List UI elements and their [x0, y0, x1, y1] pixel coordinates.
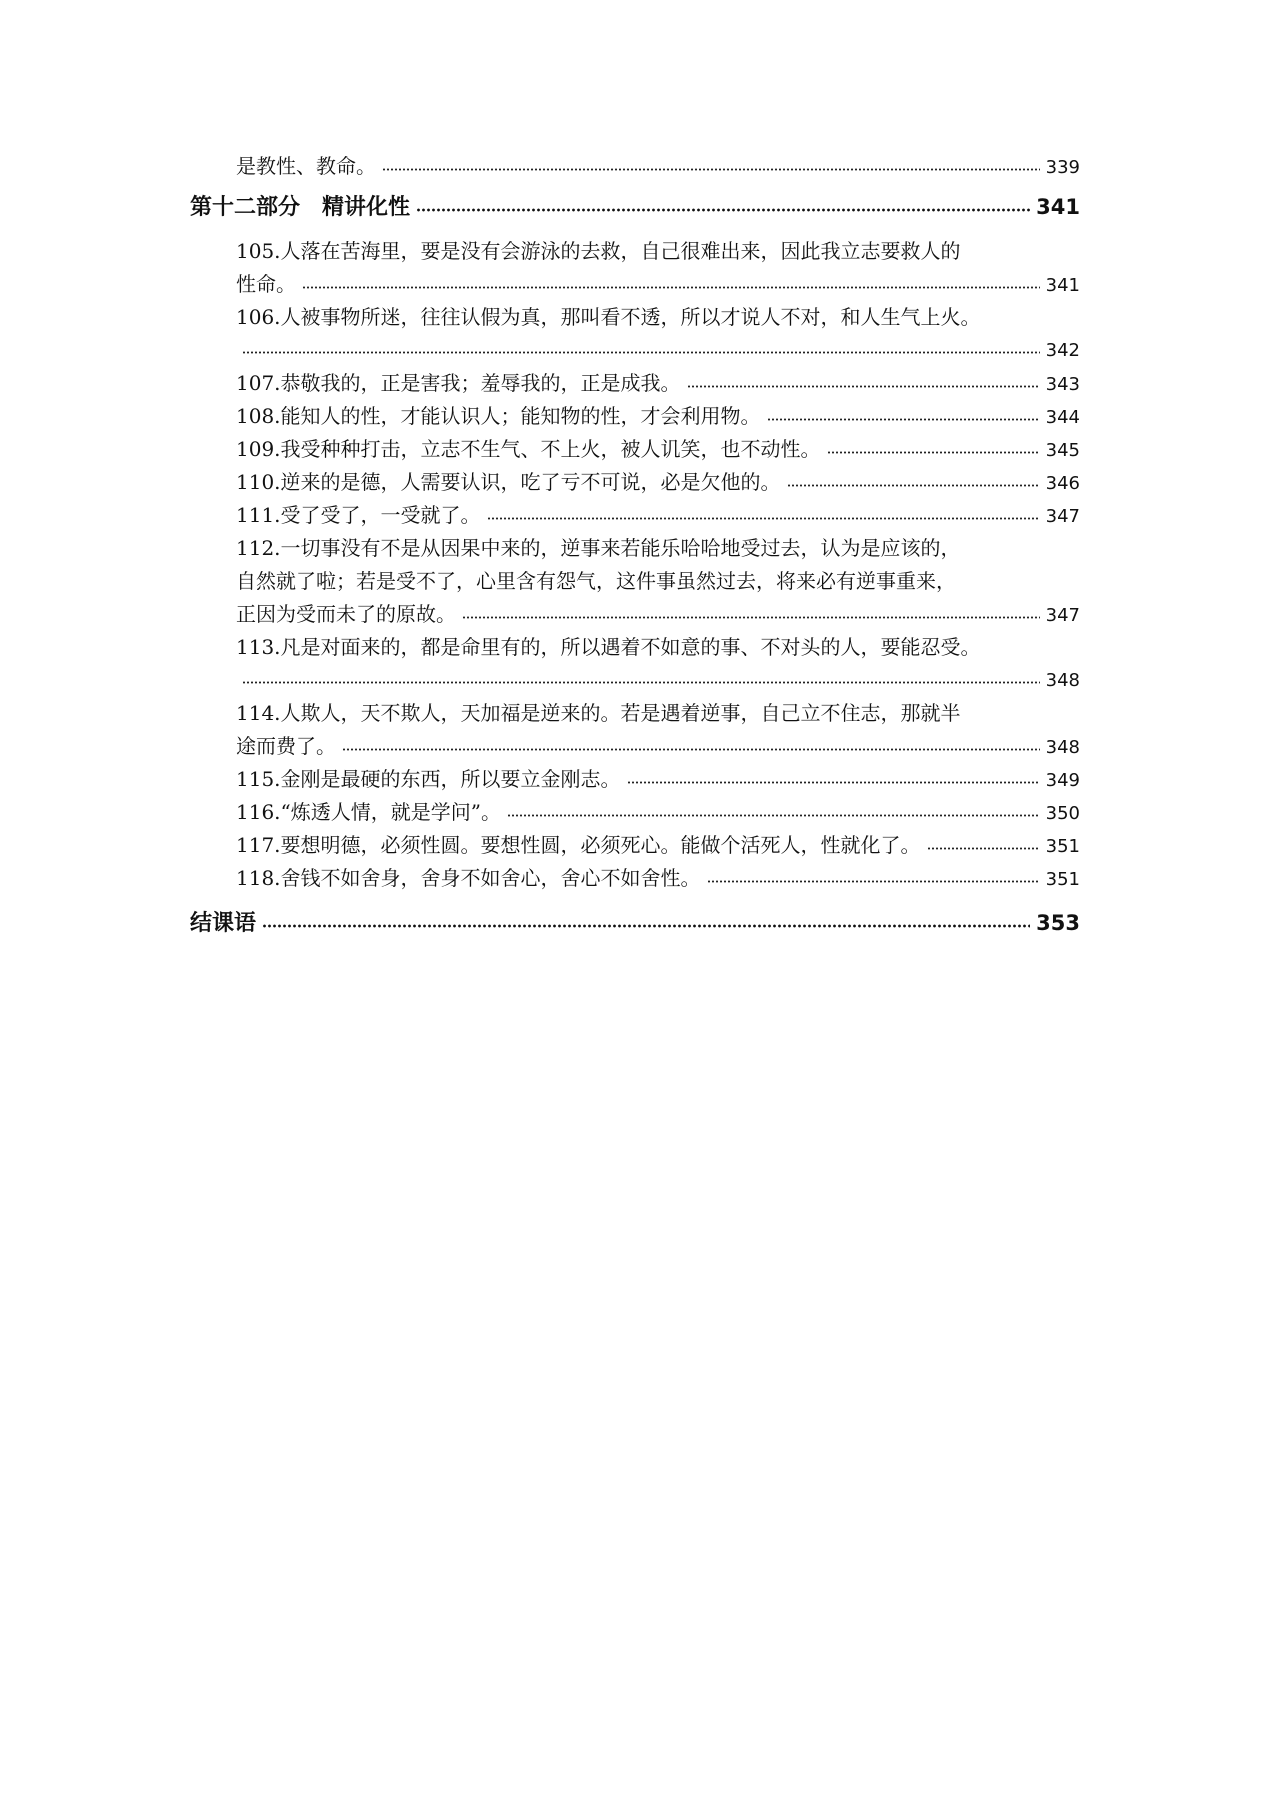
- leader-dots: [827, 451, 1040, 454]
- toc-page-number: 341: [1036, 195, 1080, 219]
- toc-entry[interactable]: [236, 466, 1080, 499]
- toc-entry-text: 109.我受种种打击，立志不生气、不上火，被人讥笑，也不动性。: [236, 437, 821, 461]
- leader-dots: [262, 924, 1030, 928]
- toc-page-number: 341: [1045, 275, 1080, 296]
- toc-entry[interactable]: [236, 763, 1080, 796]
- toc-page-number: 345: [1045, 440, 1080, 461]
- leader-dots: [707, 880, 1040, 883]
- toc-entry-text: 116.“炼透人情，就是学问”。: [236, 800, 501, 824]
- toc-page-number: 353: [1036, 911, 1080, 935]
- toc-page-number: 351: [1045, 836, 1080, 857]
- toc-entry-text: 113.凡是对面来的，都是命里有的，所以遇着不如意的事、不对头的人，要能忍受。: [236, 635, 981, 659]
- toc-entry[interactable]: [236, 499, 1080, 532]
- part-title: 结课语: [190, 911, 257, 936]
- leader-dots: [487, 517, 1040, 520]
- leader-dots: [687, 385, 1040, 388]
- toc-page-number: 342: [1045, 340, 1080, 361]
- toc-entry-text: 117.要想明德，必须性圆。要想性圆，必须死心。能做个活死人，性就化了。: [236, 833, 921, 857]
- toc-entry-text: 111.受了受了，一受就了。: [236, 503, 481, 527]
- leader-dots: [927, 847, 1040, 850]
- toc-entry-text: 108.能知人的性，才能认识人；能知物的性，才会利用物。: [236, 404, 761, 428]
- toc-page-number: 343: [1045, 374, 1080, 395]
- toc-entry[interactable]: [236, 796, 1080, 829]
- toc-entry-text: 是教性、教命。: [236, 154, 376, 178]
- toc-page-number: 347: [1045, 506, 1080, 527]
- toc-part-heading[interactable]: [190, 903, 1080, 943]
- toc-entry[interactable]: [236, 862, 1080, 895]
- toc-entry[interactable]: [190, 631, 1080, 697]
- leader-dots: [627, 781, 1040, 784]
- leader-dots: [416, 208, 1030, 212]
- toc-entry-text: 106.人被事物所迷，往往认假为真，那叫看不透，所以才说人不对，和人生气上火。: [236, 305, 981, 329]
- table-of-contents: [190, 150, 1080, 943]
- leader-dots: [787, 484, 1040, 487]
- leader-dots: [462, 616, 1040, 619]
- toc-entry-text: 112.一切事没有不是从因果中来的，逆事来若能乐哈哈地受过去，认为是应该的，: [236, 536, 961, 560]
- toc-entry-text: 118.舍钱不如舍身，舍身不如舍心，舍心不如舍性。: [236, 866, 701, 890]
- toc-entry[interactable]: [236, 433, 1080, 466]
- toc-entry[interactable]: [236, 400, 1080, 433]
- toc-page-number: 348: [1045, 670, 1080, 691]
- leader-dots: [382, 168, 1040, 171]
- toc-entry[interactable]: [190, 532, 1080, 631]
- toc-entry[interactable]: [190, 235, 1080, 301]
- toc-entry[interactable]: [236, 150, 1080, 183]
- toc-page-number: 346: [1045, 473, 1080, 494]
- toc-entry-text: 107.恭敬我的，正是害我；羞辱我的，正是成我。: [236, 371, 681, 395]
- leader-dots: [242, 351, 1040, 354]
- toc-entry-text: 110.逆来的是德，人需要认识，吃了亏不可说，必是欠他的。: [236, 470, 781, 494]
- toc-page-number: 344: [1045, 407, 1080, 428]
- toc-entry-text: 114.人欺人，天不欺人，天加福是逆来的。若是遇着逆事，自己立不住志，那就半: [236, 701, 961, 725]
- toc-page-number: 349: [1045, 770, 1080, 791]
- toc-page-number: 339: [1045, 157, 1080, 178]
- toc-page-number: 348: [1045, 737, 1080, 758]
- toc-entry[interactable]: [190, 697, 1080, 763]
- leader-dots: [242, 681, 1040, 684]
- toc-entry-text: 105.人落在苦海里，要是没有会游泳的去救，自己很难出来，因此我立志要救人的: [236, 239, 961, 263]
- leader-dots: [767, 418, 1040, 421]
- leader-dots: [302, 286, 1040, 289]
- toc-entry[interactable]: [190, 301, 1080, 367]
- toc-page-number: 350: [1045, 803, 1080, 824]
- toc-entry-text: 正因为受而未了的原故。: [236, 602, 456, 626]
- toc-entry-text: 途而费了。: [236, 734, 336, 758]
- toc-page-number: 347: [1045, 605, 1080, 626]
- toc-part-heading[interactable]: [190, 187, 1080, 227]
- leader-dots: [507, 814, 1040, 817]
- toc-entry-text: 115.金刚是最硬的东西，所以要立金刚志。: [236, 767, 621, 791]
- toc-entry-text: 性命。: [236, 272, 296, 296]
- toc-entry-text: 自然就了啦；若是受不了，心里含有怨气，这件事虽然过去，将来必有逆事重来，: [236, 569, 956, 593]
- toc-entry[interactable]: [236, 829, 1080, 862]
- toc-entry[interactable]: [236, 367, 1080, 400]
- toc-page-number: 351: [1045, 869, 1080, 890]
- leader-dots: [342, 748, 1040, 751]
- part-title: 第十二部分 精讲化性: [190, 195, 411, 220]
